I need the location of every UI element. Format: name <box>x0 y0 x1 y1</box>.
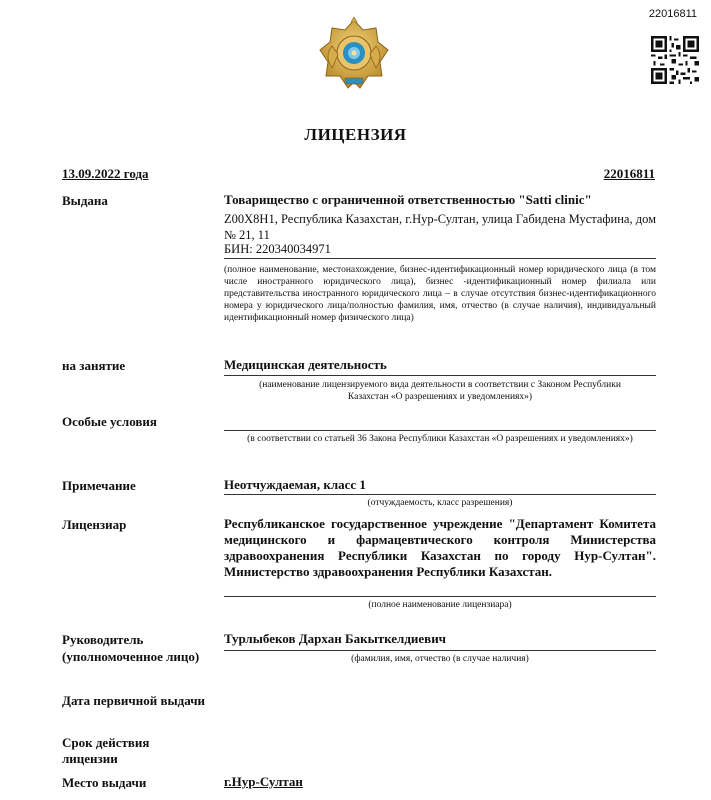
head-caption: (фамилия, имя, отчество (в случае наличия) <box>351 654 529 664</box>
licensee-name: Товарищество с ограниченной ответственностью "Satti clinic" <box>224 192 592 207</box>
special-conditions-label: Особые условия <box>62 414 157 429</box>
divider <box>224 650 656 651</box>
validity-label-line2: лицензии <box>62 751 118 766</box>
head-value: Турлыбеков Дархан Бакыткелдиевич <box>224 631 447 646</box>
licensor-value: Республиканское государственное учреждение "Департамент Комитета медицинского и фармацевтического контроля Министерства здравоохранения Республики Казахстан по городу Нур-Султан". Министерство здравоохранения Республики Казахстан. <box>224 516 656 579</box>
place-label: Место выдачи <box>62 775 147 790</box>
divider <box>224 494 656 495</box>
activity-caption: (наименование лицензируемого вида деятельности в соответствии с Законом Республики Казахстан «О разрешениях и уведомлениях») <box>259 380 621 402</box>
place-value: г.Нур-Султан <box>224 774 303 789</box>
licensor-caption: (полное наименование лицензиара) <box>368 600 512 610</box>
divider <box>224 375 656 376</box>
qr-code <box>651 36 699 84</box>
activity-value: Медицинская деятельность <box>224 357 387 372</box>
document-title: ЛИЦЕНЗИЯ <box>304 125 407 144</box>
note-value: Неотчуждаемая, класс 1 <box>224 477 366 492</box>
special-conditions-caption: (в соответствии со статьей 36 Закона Республики Казахстан «О разрешениях и уведомлениях») <box>247 434 633 444</box>
issued-label: Выдана <box>62 193 108 208</box>
activity-label: на занятие <box>62 358 126 373</box>
note-label: Примечание <box>62 478 136 493</box>
licensee-address: Z00X8H1, Республика Казахстан, г.Нур-Султан, улица Габидена Мустафина, дом № 21, 11 <box>224 212 656 242</box>
state-emblem-icon <box>318 16 390 94</box>
divider <box>224 258 656 259</box>
head-label-line2: (уполномоченное лицо) <box>62 649 200 664</box>
divider <box>224 596 656 597</box>
licensee-bin: БИН: 220340034971 <box>224 242 331 256</box>
document-number-top: 22016811 <box>648 8 697 20</box>
license-number: 22016811 <box>603 166 655 181</box>
issue-date: 13.09.2022 года <box>62 166 149 181</box>
note-caption: (отчуждаемость, класс разрешения) <box>367 498 513 508</box>
first-issue-label: Дата первичной выдачи <box>62 693 206 708</box>
divider <box>224 430 656 431</box>
head-label-line1: Руководитель <box>62 632 144 647</box>
licensor-label: Лицензиар <box>62 517 127 532</box>
issued-caption: (полное наименование, местонахождение, бизнес-идентификационный номер юридического лица (в том числе иностранного юридического лица), бизнес -идентификационный номер филиала или представительства иностранного юридического лица – в случае отсутствия бизнес-идентификационного номера у юридического лица/полностью фамилия, имя, отчество (в случае наличия), индивидуальный идентификационный номер физического лица) <box>224 265 656 323</box>
validity-label-line1: Срок действия <box>62 735 150 750</box>
